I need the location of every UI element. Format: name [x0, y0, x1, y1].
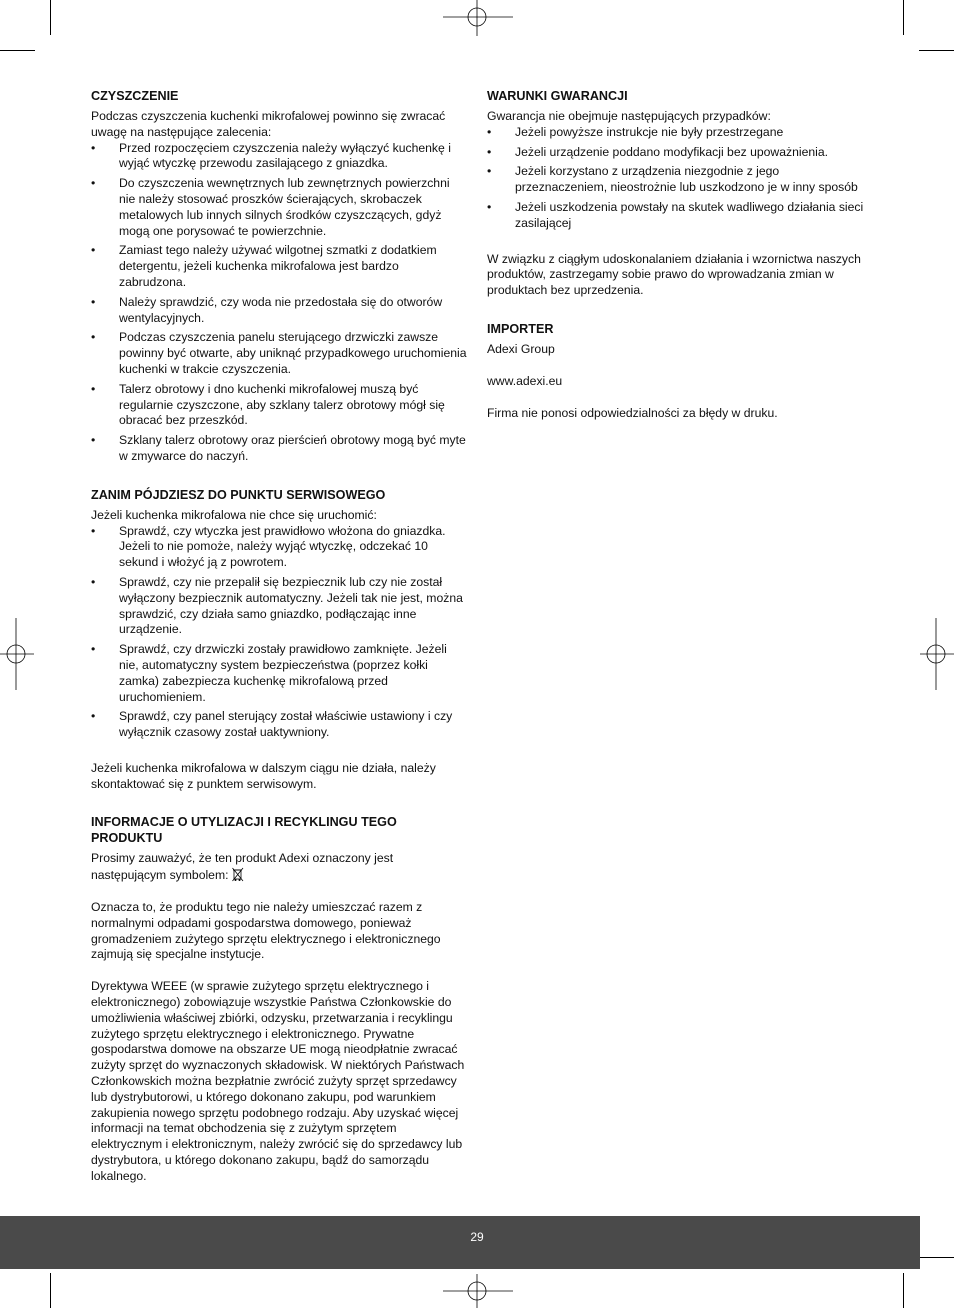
spacer [487, 390, 867, 406]
spacer [487, 358, 867, 374]
list-item: • Do czyszczenia wewnętrznych lub zewnętrznych powierzchni nie należy stosować proszków ścierających, skrobaczek metalowych lub innych silnych środków czyszczących, gdyż mogą one porysować te powierzchnie. [91, 176, 450, 238]
list-item: • Zamiast tego należy używać wilgotnej szmatki z dodatkiem detergentu, jeżeli kuchenka mikrofalowa jest bardzo zabrudzona. [91, 243, 437, 289]
registration-mark-right [918, 618, 954, 690]
importer-section [487, 321, 867, 421]
list-item: • Jeżeli powyższe instrukcje nie były przestrzegane [487, 124, 784, 139]
list-item: • Jeżeli uszkodzenia powstały na skutek wadliwego działania sieci zasilającej [487, 199, 864, 230]
service-list [91, 524, 469, 741]
warranty-section [487, 88, 867, 299]
service-heading: ZANIM PÓJDZIESZ DO PUNKTU SERWISOWEGO [91, 487, 386, 502]
spacer [91, 745, 469, 761]
crossed-out-wheelie-bin-icon [232, 867, 244, 882]
recycling-symbol-paragraph: Prosimy zauważyć, że ten produkt Adexi oznaczony jest następującym symbolem: [91, 851, 394, 883]
crop-mark [903, 1273, 904, 1308]
list-item: • Jeżeli korzystano z urządzenia niezgodnie z jego przeznaczeniem, nieostrożnie lub uszkodzono je w inny sposób [487, 164, 858, 195]
list-item: • Jeżeli urządzenie poddano modyfikacji bez upoważnienia. [487, 144, 829, 159]
page-number: 29 [470, 1230, 484, 1244]
recycling-section [91, 814, 469, 1184]
list-item: • Przed rozpoczęciem czyszczenia należy wyłączyć kuchenkę i wyjąć wtyczkę przewodu zasilającego z gniazdka. [91, 140, 451, 171]
list-item: • Talerz obrotowy i dno kuchenki mikrofalowej muszą być regularnie czyszczone, aby szklany talerz obrotowy mógł się obracać bez przeszkód. [91, 381, 445, 428]
registration-mark-bottom [443, 1272, 513, 1308]
service-intro: Jeżeli kuchenka mikrofalowa nie chce się uruchomić: [91, 507, 377, 522]
warranty-outro: W związku z ciągłym udoskonalaniem działania i wzornictwa naszych produktów, zastrzegamy sobie prawo do wprowadzania zmian w produktach bez uprzedzenia. [487, 251, 861, 298]
crop-mark [903, 0, 904, 35]
list-item: • Sprawdź, czy panel sterujący został właściwie ustawiony i czy wyłącznik czasowy został uaktywniony. [91, 709, 453, 740]
cleaning-intro: Podczas czyszczenia kuchenki mikrofalowej powinno się zwracać uwagę na następujące zalecenia: [91, 109, 446, 139]
registration-mark-top [443, 0, 513, 40]
registration-mark-left [0, 618, 36, 690]
importer-disclaimer: Firma nie ponosi odpowiedzialności za błędy w druku. [487, 405, 778, 420]
warranty-heading: WARUNKI GWARANCJI [487, 89, 628, 103]
recycling-paragraph-2: Oznacza to, że produktu tego nie należy umieszczać razem z normalnymi odpadami gospodarstwa domowego, ponieważ gromadzeniem zużytego sprzętu elektrycznego i elektronicznego zajmują się specjalne instytucje. [91, 900, 441, 962]
list-item: • Sprawdź, czy drzwiczki zostały prawidłowo zamknięte. Jeżeli nie, automatyczny system bezpieczeństwa (poprzez kołki zamka) zabezpiecza kuchenkę mikrofalową przed uruchomieniem. [91, 642, 447, 704]
recycling-heading: INFORMACJE O UTYLIZACJI I RECYKLINGU TEGO PRODUKTU [91, 815, 397, 846]
crop-mark [919, 1257, 954, 1258]
cleaning-heading: CZYSZCZENIE [91, 89, 179, 103]
list-item: • Szklany talerz obrotowy oraz pierścień obrotowy mogą być myte w zmywarce do naczyń. [91, 433, 466, 463]
list-item: • Sprawdź, czy nie przepalił się bezpiecznik lub czy nie został wyłączony bezpiecznik automatyczny. Jeżeli tak nie jest, można sprawdzić, czy działa samo gniazdko, podłączając inne urządzenie. [91, 574, 463, 637]
spacer [91, 963, 469, 979]
crop-mark [50, 1273, 51, 1308]
spacer [487, 236, 867, 252]
list-item: • Należy sprawdzić, czy woda nie przedostała się do otworów wentylacyjnych. [91, 294, 443, 325]
cleaning-section [91, 88, 469, 465]
list-item: • Podczas czyszczenia panelu sterującego drzwiczki zawsze powinny być otwarte, aby uniknąć przypadkowego uruchomienia kuchenki w trakcie czyszczenia. [91, 330, 467, 376]
right-column [487, 88, 867, 443]
recycling-paragraph-3: Dyrektywa WEEE (w sprawie zużytego sprzętu elektrycznego i elektronicznego) zobowiązuje wszystkie Państwa Członkowskie do umożliwienia właściwej zbiórki, odzysku, przetwarzania i recyklingu zużytego sprzętu elektrycznego i elektronicznego. Prywatne gospodarstwa domowe na obszarze UE mogą nieodpłatnie zwracać zużyty sprzęt do wyznaczonych składowisk. W niektórych Państwach Członkowskich można bezpłatnie zwrócić zużyty sprzęt sprzedawcy lub dystrybutorowi, u którego dokonano zakupu, pod warunkiem zakupienia nowego sprzętu podobnego rodzaju. Aby uzyskać więcej informacji na temat obchodzenia się z zużytym sprzętem elektrycznym i elektronicznym, należy zwrócić się do sprzedawcy lub dystrybutora, u którego dokonano zakupu, bądź do samorządu lokalnego. [91, 979, 465, 1183]
cleaning-list [91, 141, 469, 465]
crop-mark [919, 50, 954, 51]
importer-heading: IMPORTER [487, 321, 554, 336]
service-outro: Jeżeli kuchenka mikrofalowa w dalszym ciągu nie działa, należy skontaktować się z punktem serwisowym. [91, 760, 436, 791]
warranty-intro: Gwarancja nie obejmuje następujących przypadków: [487, 109, 771, 123]
crop-mark [0, 50, 35, 51]
spacer [91, 884, 469, 900]
warranty-list [487, 125, 867, 232]
service-section [91, 487, 469, 793]
importer-website-link[interactable]: www.adexi.eu [487, 373, 563, 388]
importer-company: Adexi Group [487, 341, 555, 356]
left-column [91, 88, 469, 1207]
list-item: • Sprawdź, czy wtyczka jest prawidłowo włożona do gniazdka. Jeżeli to nie pomoże, należy wyjąć wtyczkę, odczekać 10 sekund i włożyć ją z powrotem. [91, 523, 446, 570]
crop-mark [50, 0, 51, 35]
